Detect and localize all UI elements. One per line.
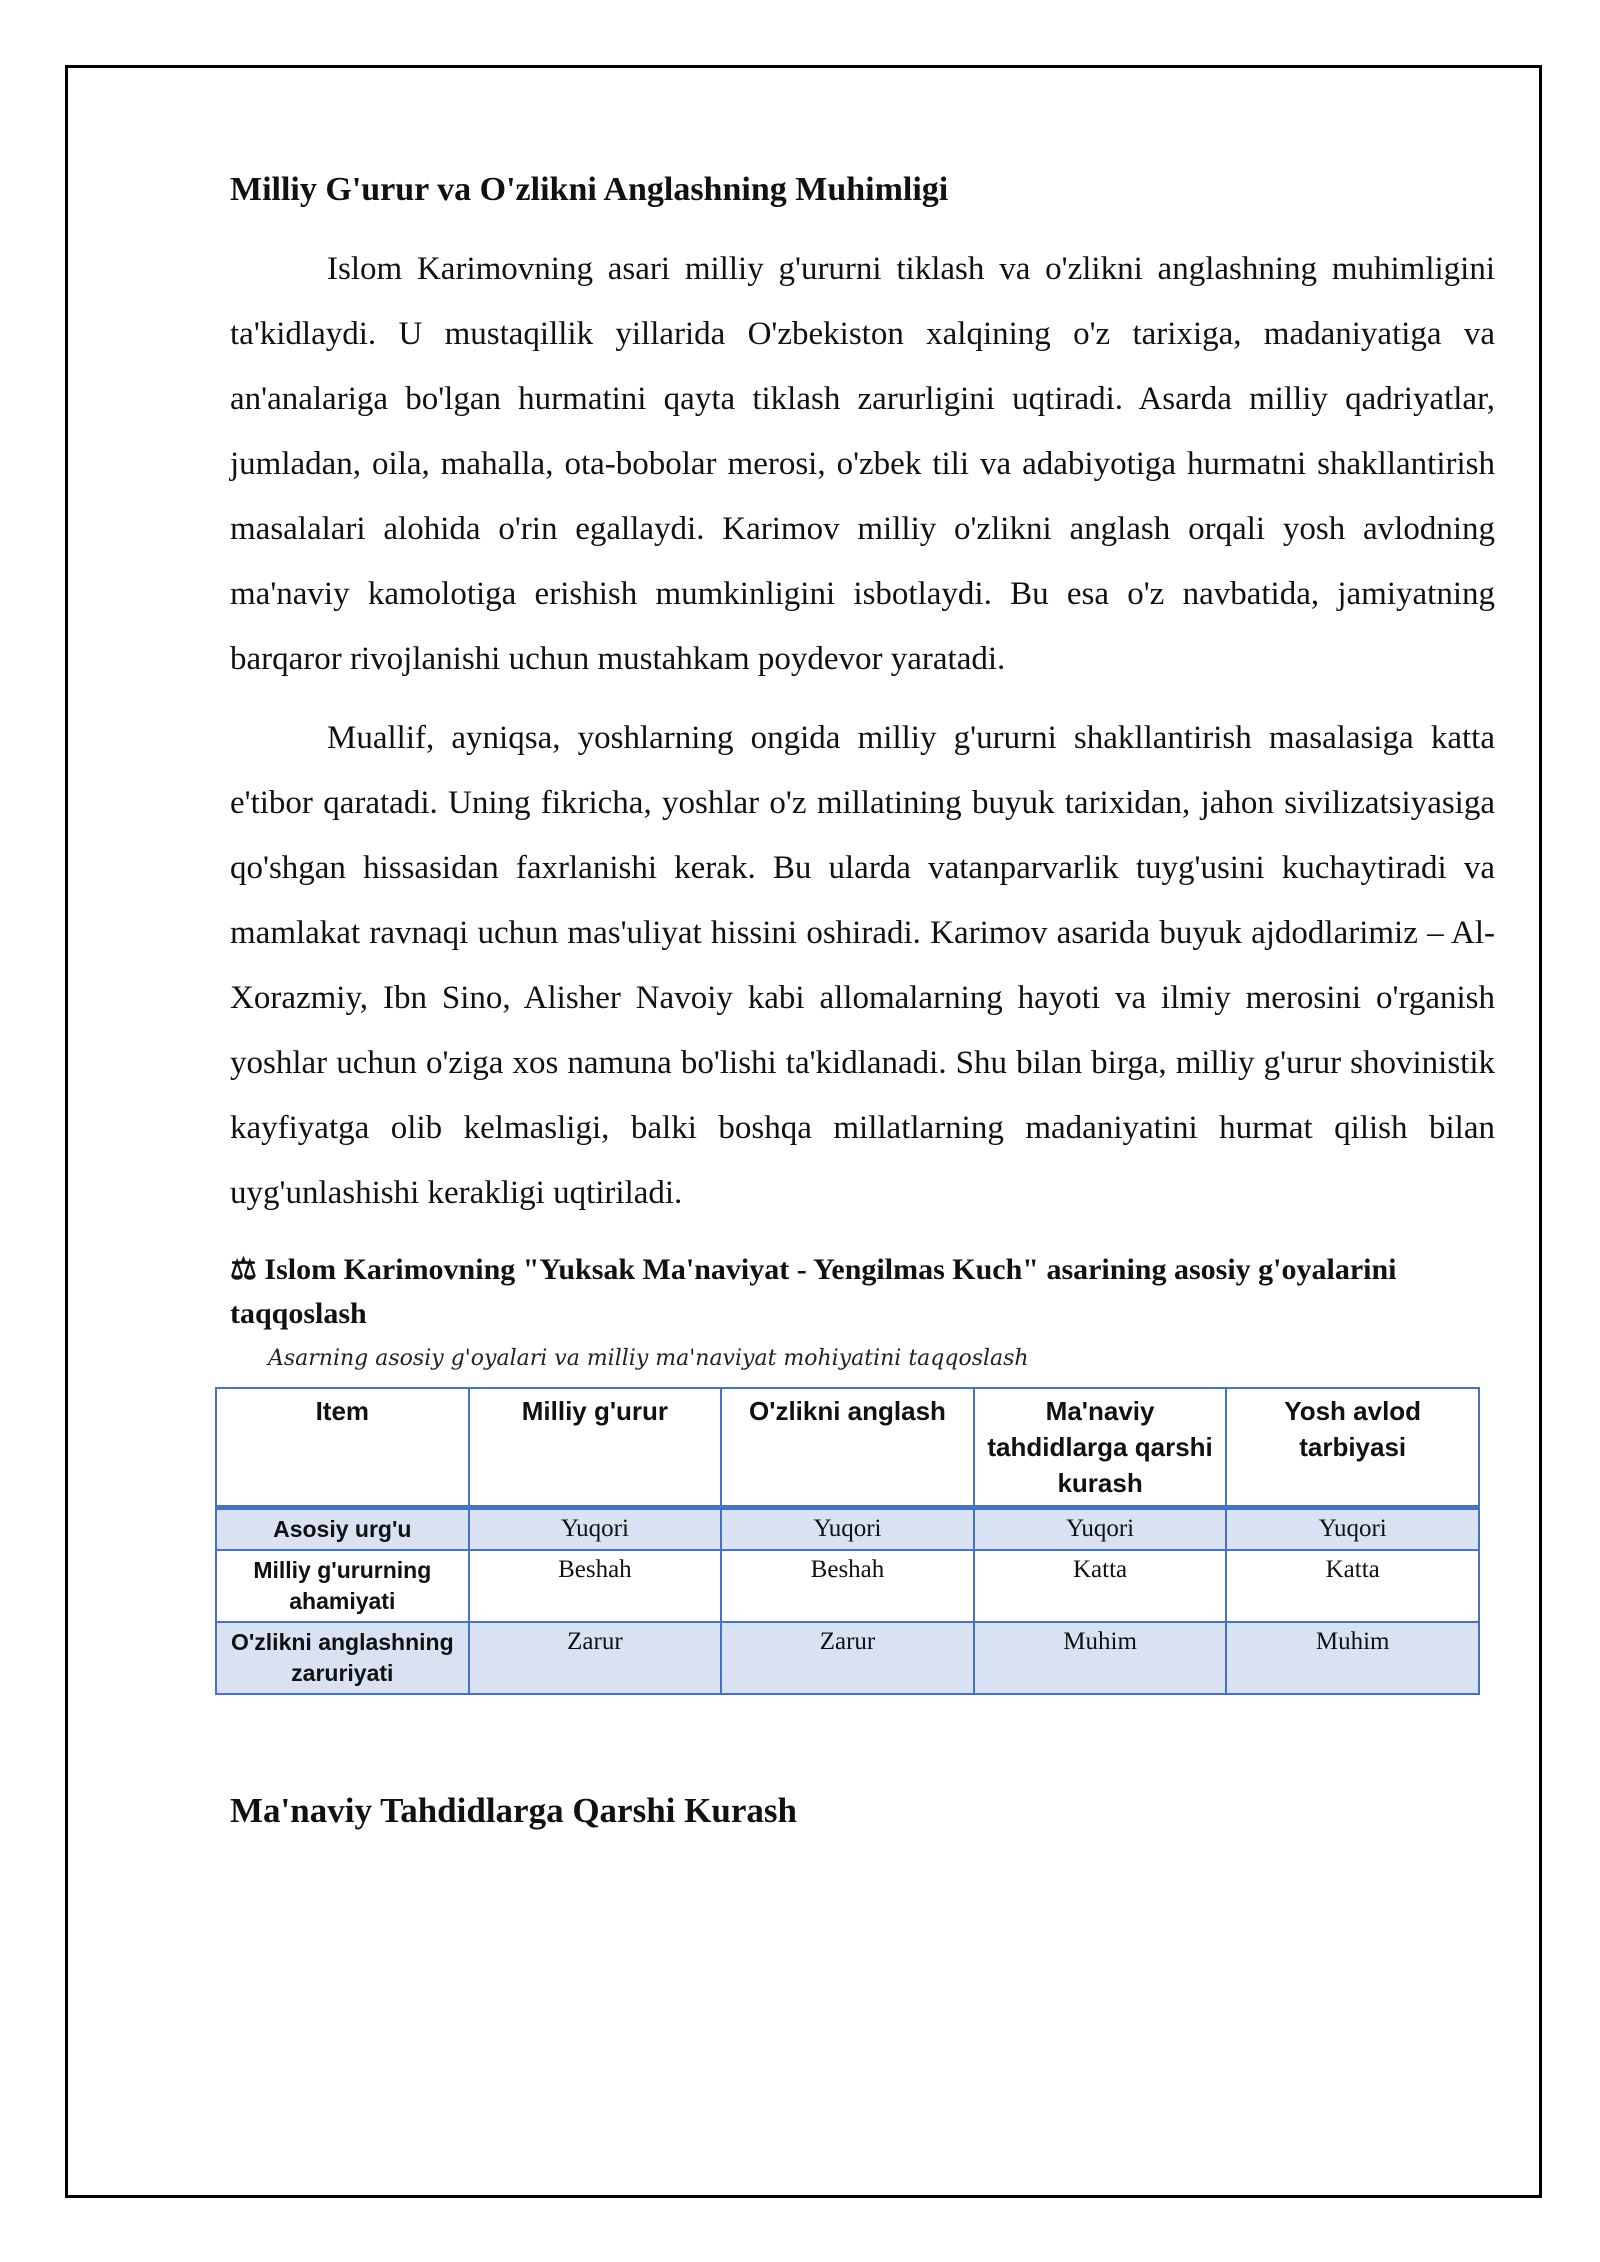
table-cell: Zarur: [721, 1622, 974, 1694]
table-row: [216, 1622, 1479, 1694]
table-cell: Beshah: [469, 1550, 722, 1622]
column-header: O'zlikni anglash: [721, 1388, 974, 1508]
row-label: O'zlikni anglashning zaruriyati: [216, 1622, 469, 1694]
table-caption: [230, 1248, 1495, 1336]
table-cell: Yuqori: [1226, 1507, 1479, 1550]
scales-icon: ⚖: [230, 1252, 257, 1286]
column-header: Milliy g'urur: [469, 1388, 722, 1508]
table-header-row: [216, 1388, 1479, 1508]
row-label: Milliy g'ururning ahamiyati: [216, 1550, 469, 1622]
table-cell: Yuqori: [974, 1507, 1227, 1550]
body-paragraph: Muallif, ayniqsa, yoshlarning ongida milliy g'ururni shakllantirish masalasiga katta e'tibor qaratadi. Uning fikricha, yoshlar o'z millatining buyuk tarixidan, jahon sivilizatsiyasiga qo'shgan hissasidan faxrlanishi kerak. Bu ularda vatanparvarlik tuyg'usini kuchaytiradi va mamlakat ravnaqi uchun mas'uliyat hissini oshiradi. Karimov asarida buyuk ajdodlarimiz – Al-Xorazmiy, Ibn Sino, Alisher Navoiy kabi allomalarning hayoti va ilmiy merosini o'rganish yoshlar uchun o'ziga xos namuna bo'lishi ta'kidlanadi. Shu bilan birga, milliy g'urur shovinistik kayfiyatga olib kelmasligi, balki boshqa millatlarning madaniyatini hurmat qilish bilan uyg'unlashishi kerakligi uqtiriladi.: [230, 719, 1495, 1211]
document-body: [230, 170, 1495, 1831]
table-cell: Muhim: [1226, 1622, 1479, 1694]
column-header: Ma'naviy tahdidlarga qarshi kurash: [974, 1388, 1227, 1508]
table-caption-text: Islom Karimovning "Yuksak Ma'naviyat - Yengilmas Kuch" asarining asosiy g'oyalarini taqqoslash: [230, 1252, 1397, 1330]
section-heading: Ma'naviy Tahdidlarga Qarshi Kurash: [230, 1790, 797, 1830]
table-cell: Yuqori: [721, 1507, 974, 1550]
table-cell: Beshah: [721, 1550, 974, 1622]
comparison-table: [215, 1387, 1480, 1695]
table-cell: Zarur: [469, 1622, 722, 1694]
table-cell: Katta: [974, 1550, 1227, 1622]
table-cell: Yuqori: [469, 1507, 722, 1550]
table-subcaption: Asarning asosiy g'oyalari va milliy ma'naviyat mohiyatini taqqoslash: [268, 1345, 1029, 1371]
row-label: Asosiy urg'u: [216, 1507, 469, 1550]
table-row: [216, 1550, 1479, 1622]
column-header: Yosh avlod tarbiyasi: [1226, 1388, 1479, 1508]
body-paragraph: Islom Karimovning asari milliy g'ururni tiklash va o'zlikni anglashning muhimligini ta'kidlaydi. U mustaqillik yillarida O'zbekiston xalqining o'z tarixiga, madaniyatiga va an'analariga bo'lgan hurmatini qayta tiklash zarurligini uqtiradi. Asarda milliy qadriyatlar, jumladan, oila, mahalla, ota-bobolar merosi, o'zbek tili va adabiyotiga hurmatni shakllantirish masalalari alohida o'rin egallaydi. Karimov milliy o'zlikni anglash orqali yosh avlodning ma'naviy kamolotiga erishish mumkinligini isbotlaydi. Bu esa o'z navbatida, jamiyatning barqaror rivojlanishi uchun mustahkam poydevor yaratadi.: [230, 250, 1495, 677]
column-header: Item: [216, 1388, 469, 1508]
table-cell: Katta: [1226, 1550, 1479, 1622]
table-cell: Muhim: [974, 1622, 1227, 1694]
table-row: [216, 1507, 1479, 1550]
section-heading: Milliy G'urur va O'zlikni Anglashning Muhimligi: [230, 171, 949, 208]
